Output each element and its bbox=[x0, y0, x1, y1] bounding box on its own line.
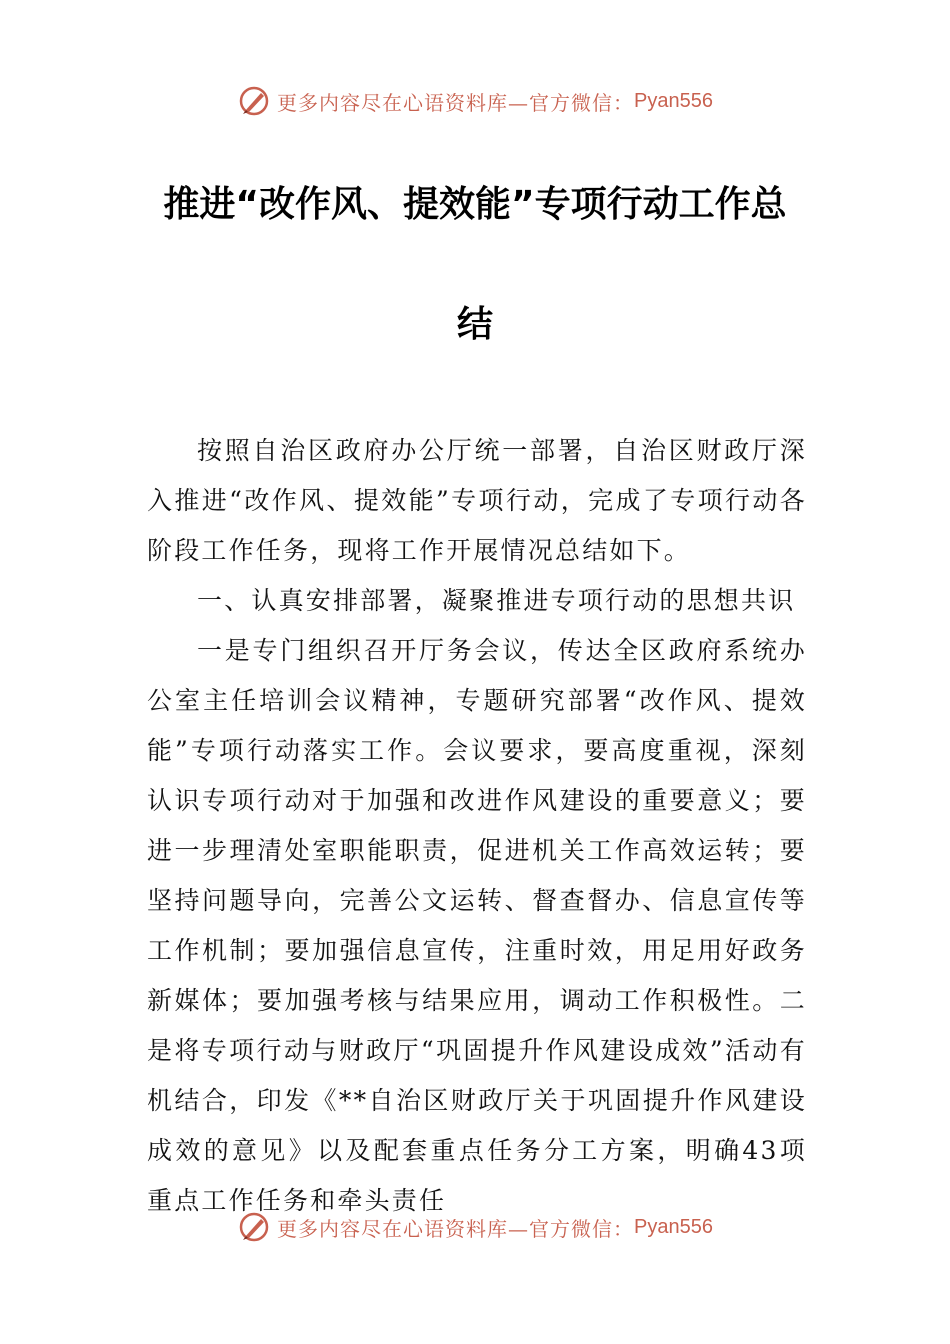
watermark-banner-bottom bbox=[0, 1210, 950, 1244]
document-title-line-2: 结 bbox=[456, 304, 493, 345]
pen-logo-icon bbox=[237, 84, 271, 118]
watermark-text: 更多内容尽在心语资料库—官方微信： bbox=[277, 1216, 635, 1241]
watermark-banner-top bbox=[0, 84, 950, 118]
document-body bbox=[147, 426, 807, 1226]
watermark-wechat-id: Pyan556 bbox=[634, 89, 713, 112]
paragraph-intro: 按照自治区政府办公厅统一部署，自治区财政厅深入推进“改作风、提效能”专项行动，完成了专项行动各阶段工作任务，现将工作开展情况总结如下。 bbox=[147, 436, 807, 565]
pen-logo-icon bbox=[237, 1210, 271, 1244]
paragraph-section-1: 一是专门组织召开厅务会议，传达全区政府系统办公室主任培训会议精神，专题研究部署“改作风、提效能”专项行动落实工作。会议要求，要高度重视，深刻认识专项行动对于加强和改进作风建设的重要意义；要进一步理清处室职能职责，促进机关工作高效运转；要坚持问题导向，完善公文运转、督查督办、信息宣传等工作机制；要加强信息宣传，注重时效，用足用好政务新媒体；要加强考核与结果应用，调动工作积极性。二是将专项行动与财政厅“巩固提升作风建设成效”活动有机结合，印发《**自治区财政厅关于巩固提升作风建设成效的意见》以及配套重点任务分工方案，明确43项重点工作任务和牵头责任 bbox=[147, 636, 807, 1215]
document-title-line-1: 推进“改作风、提效能”专项行动工作总 bbox=[163, 184, 787, 225]
section-heading-1: 一、认真安排部署，凝聚推进专项行动的思想共识 bbox=[197, 586, 796, 615]
watermark-wechat-id: Pyan556 bbox=[634, 1215, 713, 1238]
watermark-text: 更多内容尽在心语资料库—官方微信： bbox=[277, 90, 635, 115]
